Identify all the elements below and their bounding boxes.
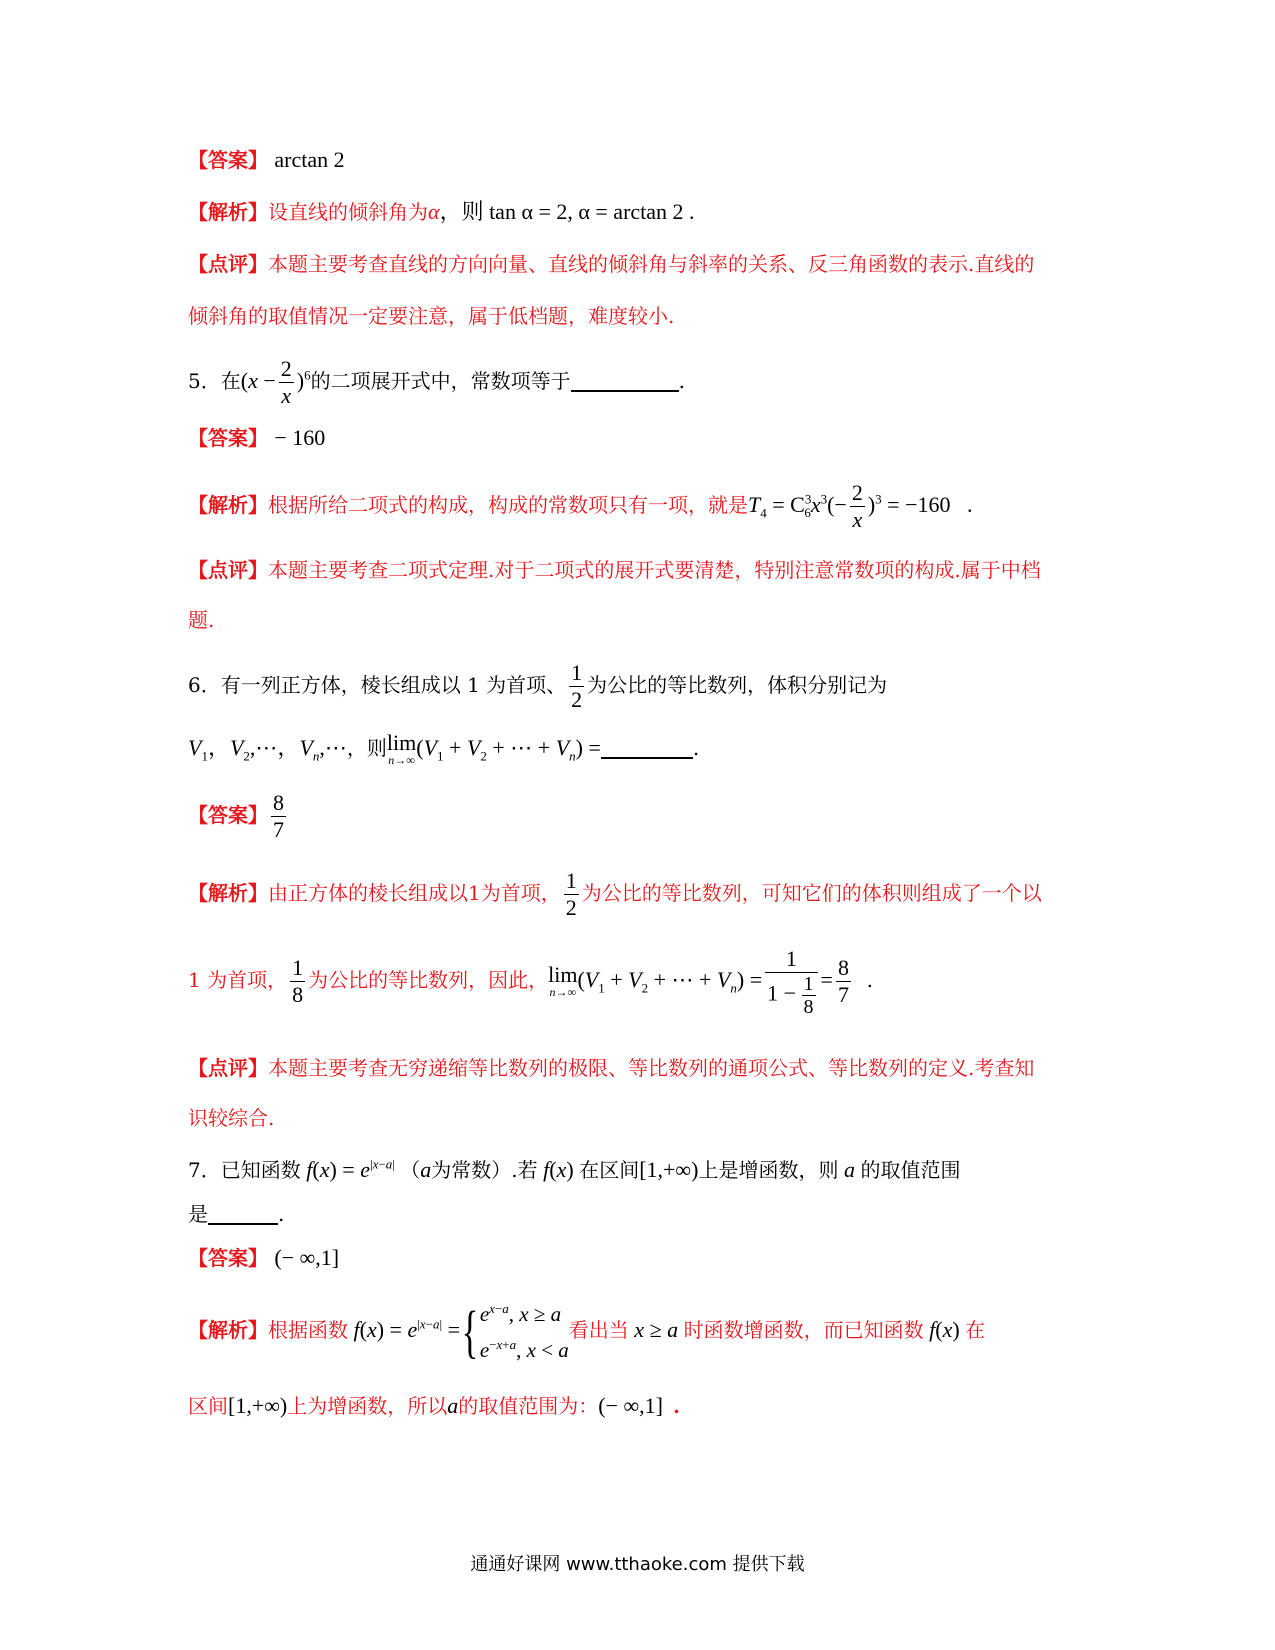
q5-analysis-math: $T_4 = C^3_6x^3(-$ bbox=[748, 491, 847, 521]
q7-answer-value: (− ∞,1] bbox=[274, 1245, 340, 1270]
q4-comment-text1: 本题主要考查直线的方向向量、直线的倾斜角与斜率的关系、反三角函数的表示.直线的 bbox=[268, 252, 1035, 276]
answer-label: 【答案】 bbox=[188, 1246, 268, 1270]
q6-comment-line2 bbox=[188, 1104, 274, 1132]
q7-piecewise-brace: { bbox=[461, 1298, 479, 1364]
q6-answer-fraction bbox=[271, 790, 286, 843]
q7-analysis-interval: [1,+∞) bbox=[228, 1393, 288, 1418]
q7-analysis-a: 根据函数 bbox=[268, 1318, 348, 1342]
q6-stem-line2: $V_1$，$V_2,\cdots$，$V_n,\cdots$，则 lim n→∞ ($V_1 + V_2$ + ⋯ + $V_n$) = . bbox=[188, 729, 700, 767]
q6-stem-line1 bbox=[188, 660, 887, 713]
comment-label: 【点评】 bbox=[188, 1056, 268, 1080]
q5-expr-open: (x − bbox=[240, 368, 276, 393]
q6-answer-num: 8 bbox=[273, 790, 284, 815]
q7-stem-f: 的取值范围 bbox=[860, 1158, 961, 1182]
q5-fraction: $\frac{2}{x}$ bbox=[280, 356, 292, 408]
q6-stem-then: ，则 bbox=[346, 736, 387, 760]
q6-analysis-result: $\frac{8}{7}$ bbox=[837, 955, 849, 1007]
q5-analysis-line bbox=[188, 480, 973, 533]
q5-comment-text2: 题. bbox=[188, 608, 215, 632]
answer-label: 【答案】 bbox=[188, 803, 268, 827]
q6-analysis-line1 bbox=[188, 866, 1042, 921]
comment-label: 【点评】 bbox=[188, 252, 268, 276]
q7-stem-line1 bbox=[188, 1156, 960, 1184]
q4-analysis-math: ，则 tan α = 2, α = arctan 2 . bbox=[439, 199, 695, 224]
q6-comment-line1 bbox=[188, 1054, 1034, 1082]
q6-analysis-text4: 为公比的等比数列，因此， bbox=[308, 968, 549, 992]
q6-limit: lim n→∞ bbox=[386, 729, 417, 767]
q7-a2: a bbox=[838, 1157, 861, 1182]
q5-analysis-math-end: )$^3$ = −160 . bbox=[867, 491, 973, 517]
q7-analysis-cond: x ≥ a bbox=[634, 1317, 679, 1342]
page-footer: 通通好课网 www.tthaoke.com 提供下载 bbox=[470, 1554, 805, 1575]
q7-piecewise-cases: $e^{x-a}$, x ≥ a $e^{-x+a}$, x < a bbox=[479, 1300, 569, 1362]
q5-comment-line1 bbox=[188, 556, 1041, 584]
q6-answer-line bbox=[188, 788, 289, 843]
q7-stem-b: （ bbox=[400, 1158, 421, 1182]
q6-analysis-text1: 由正方体的棱长组成以1为首项， bbox=[268, 881, 561, 905]
q6-answer-den: 7 bbox=[273, 817, 284, 842]
q6-analysis-series-fraction: 1 1 − $\frac{1}{8}$ bbox=[765, 946, 817, 1018]
q7-analysis-line1 bbox=[188, 1290, 985, 1370]
q5-stem-tail: 的二项展开式中，常数项等于 bbox=[310, 369, 571, 393]
q7-analysis-end: . bbox=[673, 1394, 680, 1418]
q5-analysis-fraction: $\frac{2}{x}$ bbox=[851, 480, 863, 532]
q7-analysis-c: 时函数增函数，而已知函数 bbox=[683, 1318, 924, 1342]
q7-analysis-fx2: f(x) bbox=[929, 1317, 966, 1342]
q7-analysis-line2c: 的取值范围为： bbox=[458, 1394, 599, 1418]
q6-stem-text2: 为公比的等比数列，体积分别记为 bbox=[587, 673, 888, 697]
analysis-label: 【解析】 bbox=[188, 200, 268, 224]
q6-analysis-equals: = bbox=[820, 967, 833, 992]
q7-analysis-line2 bbox=[188, 1392, 680, 1420]
q7-stem-line2-text: 是 bbox=[188, 1202, 208, 1226]
q5-analysis-text: 根据所给二项式的构成，构成的常数项只有一项，就是 bbox=[268, 493, 748, 517]
q6-sum: ($V_1 + V_2$ + ⋯ + $V_n$) = bbox=[416, 735, 601, 764]
q4-comment-line2 bbox=[188, 302, 674, 330]
q4-comment-line1 bbox=[188, 250, 1034, 278]
q6-comment-text1: 本题主要考查无穷递缩等比数列的极限、等比数列的通项公式、等比数列的定义.考查知 bbox=[268, 1056, 1035, 1080]
q4-answer-value: arctan 2 bbox=[274, 147, 345, 172]
q4-analysis-text: 设直线的倾斜角为 bbox=[268, 200, 428, 224]
q7-interval: [1,+∞) bbox=[639, 1157, 699, 1182]
q6-analysis-line2 bbox=[188, 940, 873, 1020]
q5-answer-value: − 160 bbox=[274, 425, 326, 450]
q6-analysis-ratio: $\frac{1}{2}$ bbox=[565, 868, 577, 920]
q6-analysis-text2: 为公比的等比数列，可知它们的体积则组成了一个以 bbox=[581, 881, 1042, 905]
analysis-label: 【解析】 bbox=[188, 493, 268, 517]
q6-comment-text2: 识较综合. bbox=[188, 1106, 275, 1130]
q6-analysis-eighth: $\frac{1}{8}$ bbox=[292, 955, 304, 1007]
q5-stem: 5．在(x − $\frac{2}{x}$ )$^6$的二项展开式中，常数项等于 . bbox=[188, 356, 685, 408]
q7-analysis-d: 在 bbox=[965, 1318, 986, 1342]
q7-answer-line bbox=[188, 1244, 339, 1272]
q6-analysis-sum: ($V_1 + V_2$ + ⋯ + $V_n$) = bbox=[577, 967, 763, 996]
q7-function: $f(x) = e^{|x-a|}$ bbox=[306, 1156, 395, 1182]
q4-analysis-line bbox=[188, 198, 695, 226]
q5-comment-text1: 本题主要考查二项式定理.对于二项式的展开式要清楚，特别注意常数项的构成.属于中档 bbox=[268, 558, 1041, 582]
q7-fx1: f(x) bbox=[543, 1157, 580, 1182]
q5-comment-line2 bbox=[188, 606, 214, 634]
q6-analysis-period: . bbox=[853, 968, 874, 992]
q7-analysis-line2b: 上为增函数，所以 bbox=[287, 1394, 448, 1418]
q5-blank bbox=[571, 370, 679, 392]
q5-number: 5．在 bbox=[188, 369, 241, 393]
q4-comment-text2: 倾斜角的取值情况一定要注意，属于低档题，难度较小. bbox=[188, 304, 675, 328]
q7-analysis-line2a: 区间 bbox=[188, 1394, 228, 1418]
comment-label: 【点评】 bbox=[188, 558, 268, 582]
q6-analysis-limit: lim n→∞ bbox=[548, 961, 578, 999]
q7-blank bbox=[208, 1203, 278, 1225]
q7-analysis-fx: $f(x) = e^{|x-a|}$ = bbox=[353, 1316, 460, 1342]
q7-stem-d: 在区间 bbox=[579, 1158, 640, 1182]
q7-stem-line2: 是 . bbox=[188, 1202, 285, 1226]
q6-ratio-fraction: $\frac{1}{2}$ bbox=[571, 660, 583, 712]
answer-label: 【答案】 bbox=[188, 148, 268, 172]
q6-stem-text1: 6．有一列正方体，棱长组成以 1 为首项、 bbox=[188, 673, 567, 697]
q7-stem-e: 上是增函数，则 bbox=[698, 1158, 839, 1182]
q4-answer-line bbox=[188, 146, 345, 174]
q7-stem-c: 为常数）.若 bbox=[431, 1158, 538, 1182]
q6-sequence: $V_1$，$V_2,\cdots$，$V_n,\cdots$ bbox=[188, 735, 347, 764]
q7-analysis-range: (− ∞,1] bbox=[598, 1393, 663, 1418]
q7-stem-a: 7．已知函数 bbox=[188, 1158, 301, 1182]
q4-alpha: α bbox=[428, 199, 440, 224]
answer-label: 【答案】 bbox=[188, 426, 268, 450]
q7-a1: a bbox=[420, 1157, 432, 1182]
q7-analysis-a-var: a bbox=[447, 1393, 459, 1418]
q6-analysis-text3: 1 为首项， bbox=[188, 968, 288, 992]
analysis-label: 【解析】 bbox=[188, 1318, 268, 1342]
q5-answer-line bbox=[188, 424, 325, 452]
analysis-label: 【解析】 bbox=[188, 881, 268, 905]
q5-expr-close: )$^6$ bbox=[296, 367, 311, 393]
q7-analysis-b: 看出当 bbox=[568, 1318, 629, 1342]
q6-blank bbox=[601, 737, 693, 759]
